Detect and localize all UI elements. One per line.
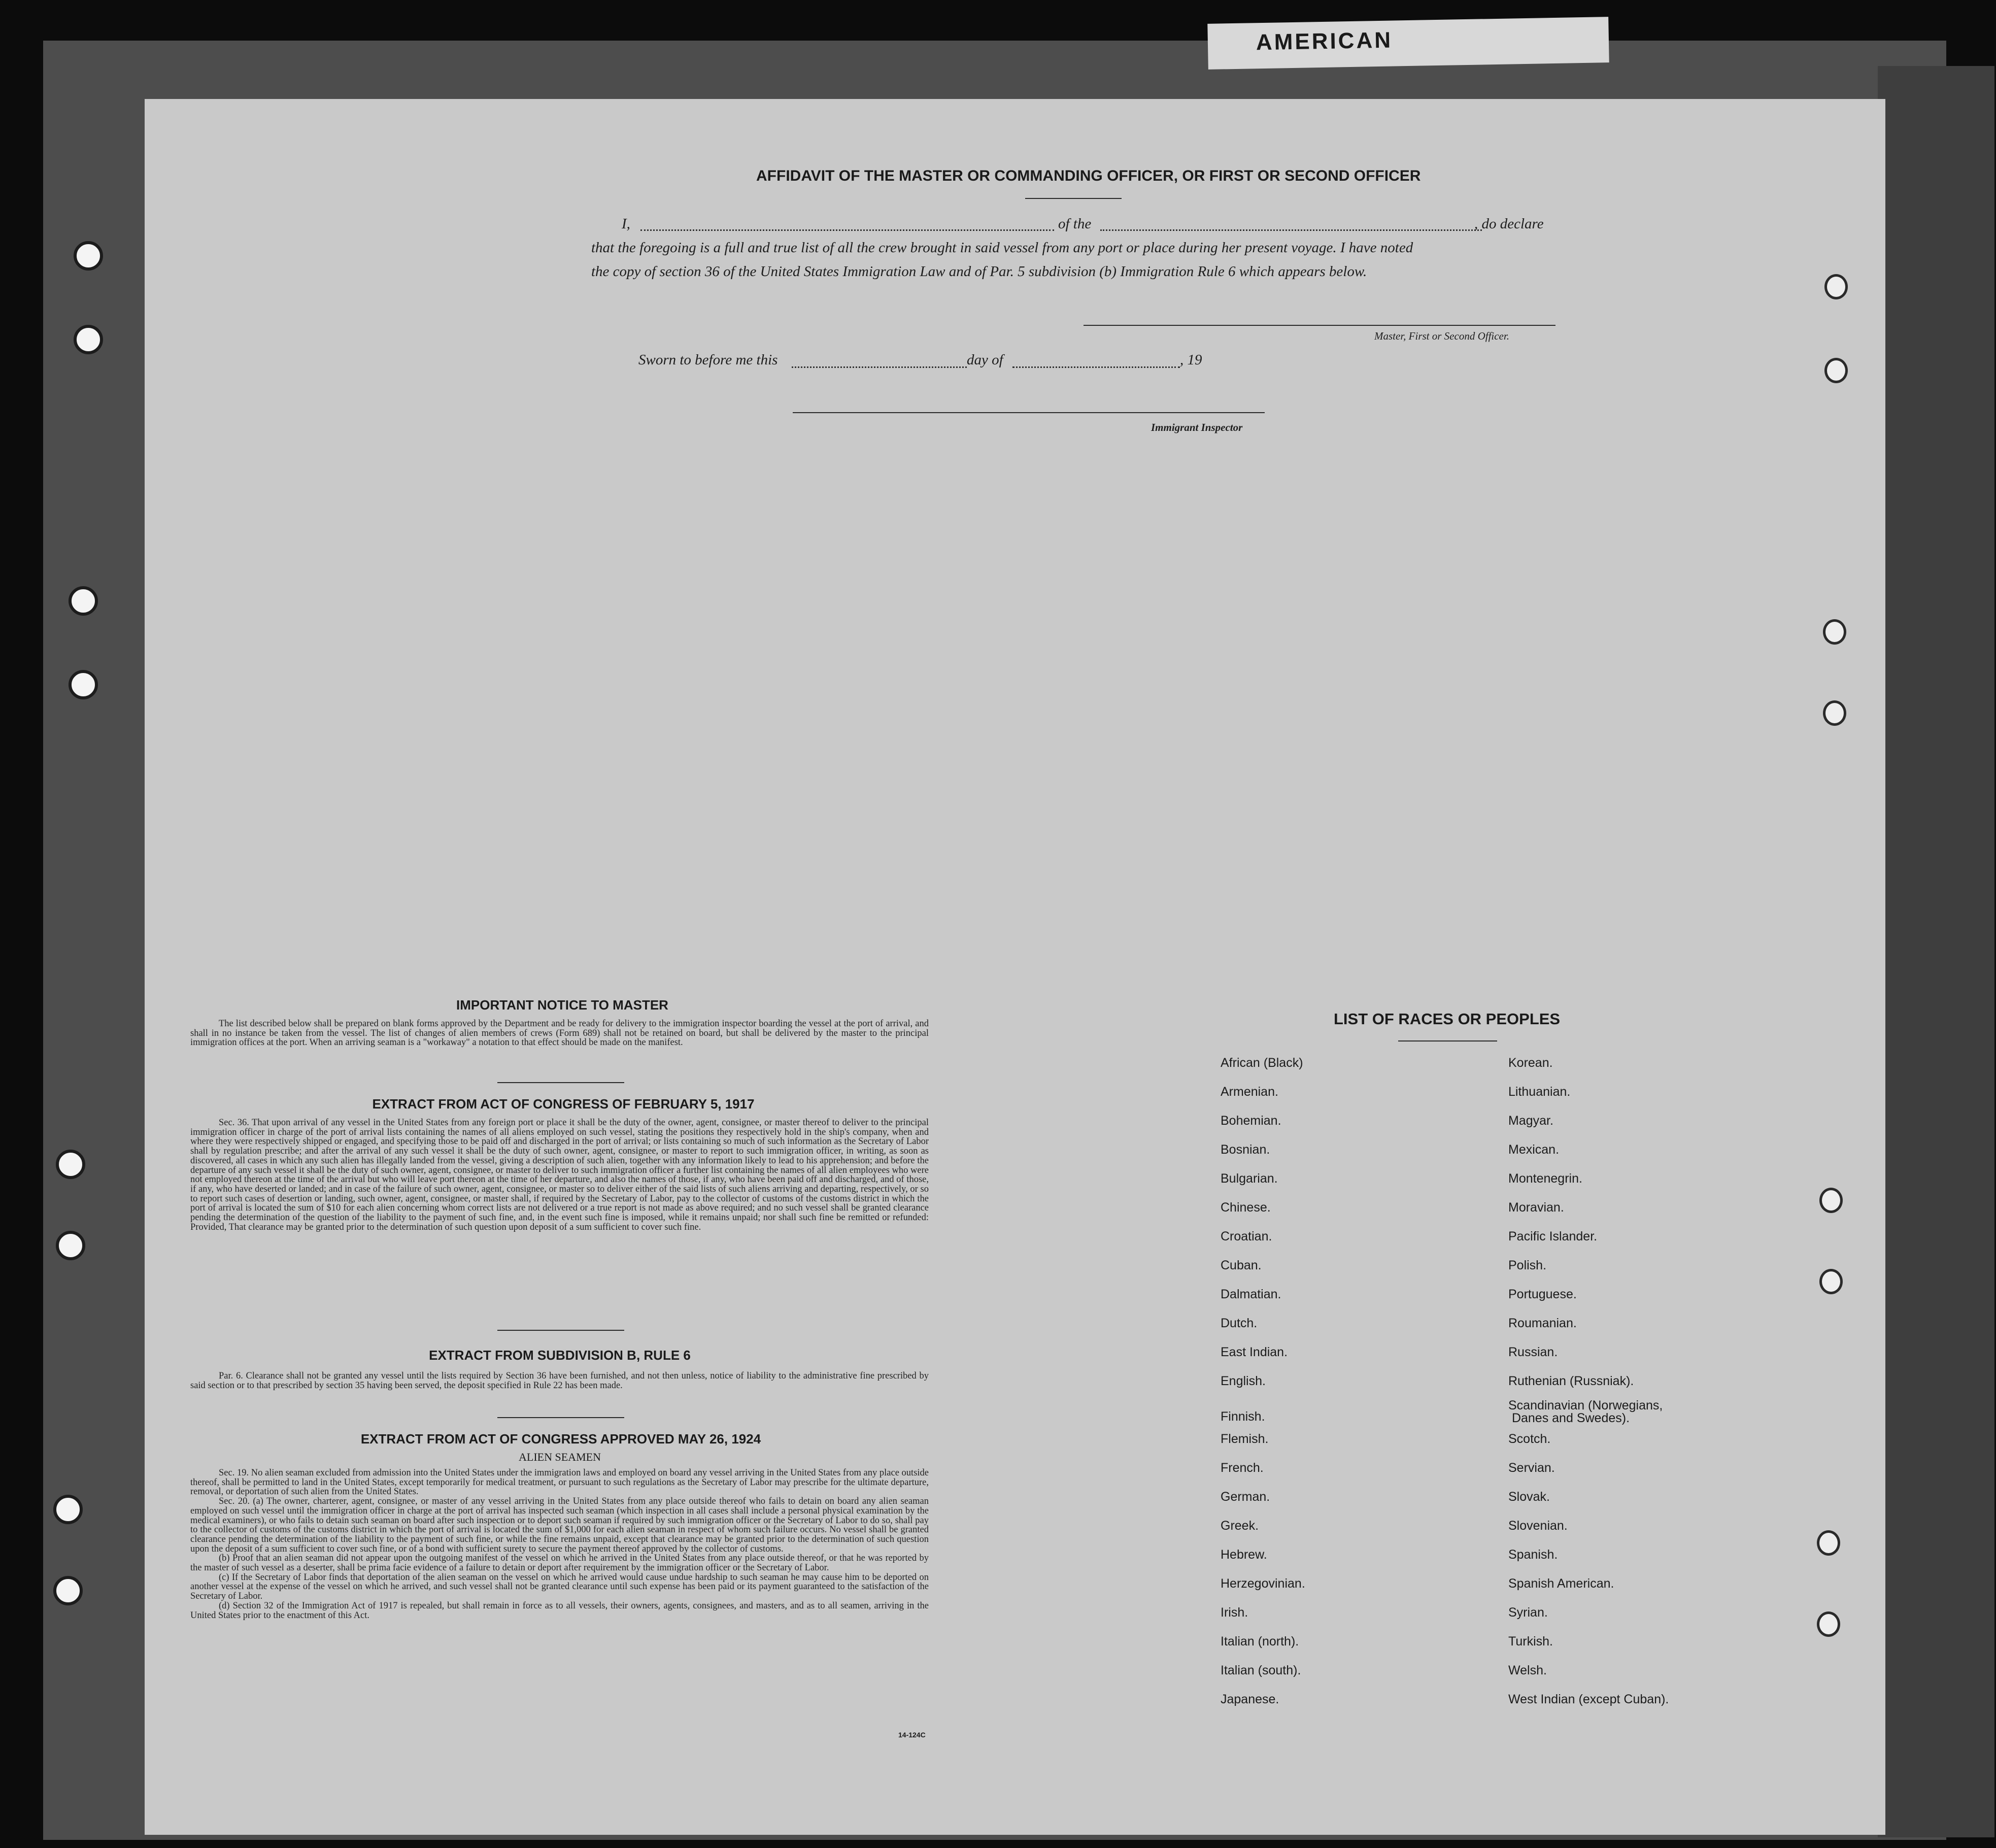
left-race-item: Cuban.: [1221, 1258, 1262, 1272]
right-race-item: Turkish.: [1508, 1634, 1553, 1649]
extract-1924-paragraph: (b) Proof that an alien seaman did not appear upon the outgoing manifest of the vessel on which he arrived in the United States from any place outside thereof, or that he was reported by the master of such vessel as a deserter, shall be prima facie evidence of a failure to detain or deport after requirement by the immigration officer or the Secretary of Labor.: [190, 1553, 929, 1573]
divider: [1398, 1040, 1497, 1041]
left-race-item: Finnish.: [1221, 1409, 1265, 1424]
left-race-item: Flemish.: [1221, 1432, 1269, 1446]
inspector-signature-line: [793, 412, 1265, 413]
binder-hole-icon: [1819, 1188, 1843, 1213]
binder-hole-icon: [69, 670, 98, 699]
left-race-item: Italian (north).: [1221, 1634, 1299, 1649]
affidavit-line-2: that the foregoing is a full and true list of all the crew brought in said vessel from any port or place during her present voyage. I have noted: [591, 240, 1413, 256]
vessel-blank-line: [1100, 229, 1482, 231]
folder-tab-text: AMERICAN: [1256, 27, 1393, 55]
right-race-item: Moravian.: [1508, 1200, 1564, 1215]
sworn-day-blank: [792, 366, 967, 368]
extract-1917-paragraph: Sec. 36. That upon arrival of any vessel in the United States from any foreign port or place it shall be the duty of the owner, agent, consignee, or master thereof to deliver to the principal immigration officer in charge of the port of arrival lists containing the names of all aliens employed on such vessel, stating the positions they respectively hold in the ship's company, when and where they were respectively shipped or engaged, and specifying those to be paid off and discharged in the port of arrival; or lists containing so much of such information as the Secretary of Labor shall by regulation prescribe; and after the arrival of any such vessel it shall be the duty of such owner, agent, consignee, or master to report to such immigration officer, in writing, as soon as discovered, all cases in which any such alien has illegally landed from the vessel, giving a description of such alien, together with any information likely to lead to his apprehension; and before the departure of any such vessel it shall be the duty of such owner, agent, consignee, or master to deliver to such immigration officer a further list containing the names of all alien employees who were not employed thereon at the time of the arrival but who will leave port thereon at the time of her departure, and also the names of those, if any, who have been paid off and discharged, and of those, if any, who have deserted or landed; and in case of the failure of such owner, agent, consignee, or master so to deliver either of the said lists of such aliens arriving and departing, respectively, or so to report such cases of desertion or landing, such owner, agent, consignee, or master shall, if required by the Secretary of Labor, pay to the collector of customs of the customs district in which the port of arrival is located the sum of $10 for each alien concerning whom correct lists are not delivered or a true report is not made as above required; and no such vessel shall be granted clearance pending the determination of the question of the liability to the payment of such fine, and, in the event such fine is imposed, while it remains unpaid; nor shall such fine be remitted or refunded: Provided, That clearance may be granted prior to the determination of such question upon deposit of a sum sufficient to cover such fine.: [190, 1118, 929, 1232]
left-race-item: Dutch.: [1221, 1316, 1258, 1330]
divider: [1025, 198, 1122, 199]
backing-sheet-edge: [1878, 66, 1994, 1837]
left-race-item: Japanese.: [1221, 1692, 1279, 1706]
master-signature-label: Master, First or Second Officer.: [1374, 330, 1509, 342]
left-race-item: Italian (south).: [1221, 1663, 1301, 1677]
binder-hole-icon: [1823, 619, 1846, 645]
left-race-item: English.: [1221, 1374, 1266, 1388]
right-race-item: Spanish.: [1508, 1548, 1558, 1562]
extract-1917-title: EXTRACT FROM ACT OF CONGRESS OF FEBRUARY 5, 1917: [372, 1096, 755, 1112]
right-race-item: Mexican.: [1508, 1143, 1560, 1157]
binder-hole-icon: [56, 1150, 85, 1179]
divider: [497, 1330, 624, 1331]
right-race-item: Lithuanian.: [1508, 1085, 1571, 1099]
right-race-item: Ruthenian (Russniak).: [1508, 1374, 1634, 1388]
binder-hole-icon: [1824, 274, 1848, 299]
binder-hole-icon: [74, 241, 103, 271]
binder-hole-icon: [53, 1576, 83, 1605]
right-race-item: Scotch.: [1508, 1432, 1551, 1446]
folder-tab-label: [1207, 17, 1609, 70]
binder-hole-icon: [1823, 700, 1846, 726]
extract-1917-text: [190, 1118, 929, 1232]
right-race-item: Roumanian.: [1508, 1316, 1577, 1330]
binder-hole-icon: [1819, 1269, 1843, 1294]
year-label: , 19: [1180, 352, 1202, 368]
right-race-item: Magyar.: [1508, 1114, 1553, 1128]
left-race-item: French.: [1221, 1461, 1264, 1475]
right-race-item: Polish.: [1508, 1258, 1547, 1272]
binder-hole-icon: [56, 1231, 85, 1260]
notice-paragraph: The list described below shall be prepared on blank forms approved by the Department and be ready for delivery to the immigration inspector boarding the vessel at the port of arrival, and shall in no instance be taken from the vessel. The list of changes of alien members of crews (Form 689) shall not be retained on board, but shall be delivered by the master to the principal immigration offices at the port. When an arriving seaman is a "workaway" a notation to that effect should be made on the manifest.: [190, 1019, 929, 1048]
right-race-item: Russian.: [1508, 1345, 1558, 1359]
left-race-item: Bulgarian.: [1221, 1171, 1278, 1186]
binder-hole-icon: [1824, 358, 1848, 383]
right-race-item: Servian.: [1508, 1461, 1555, 1475]
notice-title: IMPORTANT NOTICE TO MASTER: [456, 997, 668, 1013]
right-race-item: Portuguese.: [1508, 1287, 1577, 1301]
right-race-item: West Indian (except Cuban).: [1508, 1692, 1669, 1706]
right-race-item: Scandinavian (Norwegians, Danes and Swedes).: [1508, 1398, 1663, 1425]
right-race-item: Montenegrin.: [1508, 1171, 1582, 1186]
right-race-item: Slovenian.: [1508, 1519, 1568, 1533]
extract-1924-title: EXTRACT FROM ACT OF CONGRESS APPROVED MAY 26, 1924: [360, 1431, 761, 1447]
affidavit-line-3: the copy of section 36 of the United States Immigration Law and of Par. 5 subdivision (b) Immigration Rule 6 which appears below.: [591, 263, 1367, 280]
races-title: LIST OF RACES OR PEOPLES: [1334, 1010, 1561, 1028]
extract-rule6-text: [190, 1371, 929, 1390]
extract-rule6-paragraph: Par. 6. Clearance shall not be granted any vessel until the lists required by Section 36 have been furnished, and not then unless, notice of liability to the administrative fine prescribed by said section or to that prescribed by section 35 having been served, the deposit specified in Rule 22 has been made.: [190, 1371, 929, 1391]
left-race-item: Croatian.: [1221, 1229, 1272, 1244]
left-race-item: Bohemian.: [1221, 1114, 1281, 1128]
binder-hole-icon: [53, 1495, 83, 1524]
left-race-item: Greek.: [1221, 1519, 1259, 1533]
extract-1924-paragraph: (d) Section 32 of the Immigration Act of 1917 is repealed, but shall remain in force as to all vessels, their owners, agents, consignees, and masters, and as to all seamen, arriving in the United States prior to the enactment of this Act.: [190, 1600, 929, 1621]
right-race-item: Korean.: [1508, 1056, 1553, 1070]
binder-hole-icon: [74, 325, 103, 354]
notice-text: [190, 1019, 929, 1048]
left-race-item: German.: [1221, 1490, 1270, 1504]
extract-rule6-title: EXTRACT FROM SUBDIVISION B, RULE 6: [429, 1348, 691, 1363]
inspector-signature-label: Immigrant Inspector: [1151, 421, 1243, 433]
day-of-label: day of: [967, 352, 1003, 368]
binder-hole-icon: [69, 586, 98, 616]
left-race-item: Bosnian.: [1221, 1143, 1270, 1157]
divider: [497, 1082, 624, 1083]
affidavit-declare-label: , do declare: [1474, 216, 1544, 232]
name-blank-line: [640, 229, 1054, 231]
extract-1924-paragraph: Sec. 19. No alien seaman excluded from admission into the United States under the immigration laws and employed on board any vessel arriving in the United States from any place outside thereof, shall be permitted to land in the United States, except temporarily for medical treatment, or pursuant to such regulations as the Secretary of Labor may prescribe for the ultimate departure, removal, or deportation of such alien from the United States.: [190, 1468, 929, 1497]
right-race-item: Pacific Islander.: [1508, 1229, 1598, 1244]
extract-1924-paragraph: (c) If the Secretary of Labor finds that deportation of the alien seaman on the vessel on which he arrived would cause undue hardship to such seaman he may cause him to be deported on another vessel at the expense of the vessel on which he arrived, and such vessel shall not be granted clearance until such expense has been paid or its payment guaranteed to the satisfaction of the Secretary of Labor.: [190, 1572, 929, 1602]
right-race-item: Slovak.: [1508, 1490, 1550, 1504]
left-race-item: East Indian.: [1221, 1345, 1288, 1359]
left-race-item: African (Black): [1221, 1056, 1303, 1070]
left-race-item: Dalmatian.: [1221, 1287, 1281, 1301]
right-race-item: Spanish American.: [1508, 1576, 1614, 1591]
affidavit-i-label: I,: [622, 216, 630, 232]
divider: [497, 1417, 624, 1418]
extract-1924-paragraph: Sec. 20. (a) The owner, charterer, agent, consignee, or master of any vessel arriving in the United States from any place outside thereof who fails to detain on board any alien seaman employed on such vessel until the immigration officer in charge at the port of arrival has inspected such seaman (which inspection in all cases shall include a personal physical examination by the medical examiners), or who fails to detain such seaman on board after such inspection or to deport such seaman if required by such immigration officer or the Secretary of Labor to do so, shall pay to the collector of customs of the customs district in which the port of arrival is located the sum of $1,000 for each alien seaman in respect of whom such failure occurs. No vessel shall be granted clearance pending the determination of the liability to the payment of such fine, or while the fine remains unpaid, except that clearance may be granted prior to the determination of such question upon the deposit of a sum sufficient to cover such fine, or of a bond with sufficient surety to secure the payment thereof approved by the collector of customs.: [190, 1496, 929, 1554]
sworn-month-blank: [1012, 366, 1180, 368]
left-race-item: Armenian.: [1221, 1085, 1278, 1099]
left-race-item: Herzegovinian.: [1221, 1576, 1305, 1591]
affidavit-of-the-label: of the: [1058, 216, 1092, 232]
extract-1924-subtitle: ALIEN SEAMEN: [519, 1451, 601, 1463]
affidavit-title: AFFIDAVIT OF THE MASTER OR COMMANDING OFFICER, OR FIRST OR SECOND OFFICER: [756, 167, 1421, 184]
left-race-item: Irish.: [1221, 1605, 1248, 1620]
right-race-item: Welsh.: [1508, 1663, 1547, 1677]
master-signature-line: [1084, 325, 1555, 326]
binder-hole-icon: [1817, 1530, 1840, 1556]
binder-hole-icon: [1817, 1611, 1840, 1637]
right-race-item: Syrian.: [1508, 1605, 1548, 1620]
sworn-label: Sworn to before me this: [638, 352, 778, 368]
left-race-item: Chinese.: [1221, 1200, 1271, 1215]
extract-1924-text: [190, 1468, 929, 1620]
form-number: 14-124C: [898, 1731, 926, 1739]
left-race-item: Hebrew.: [1221, 1548, 1267, 1562]
